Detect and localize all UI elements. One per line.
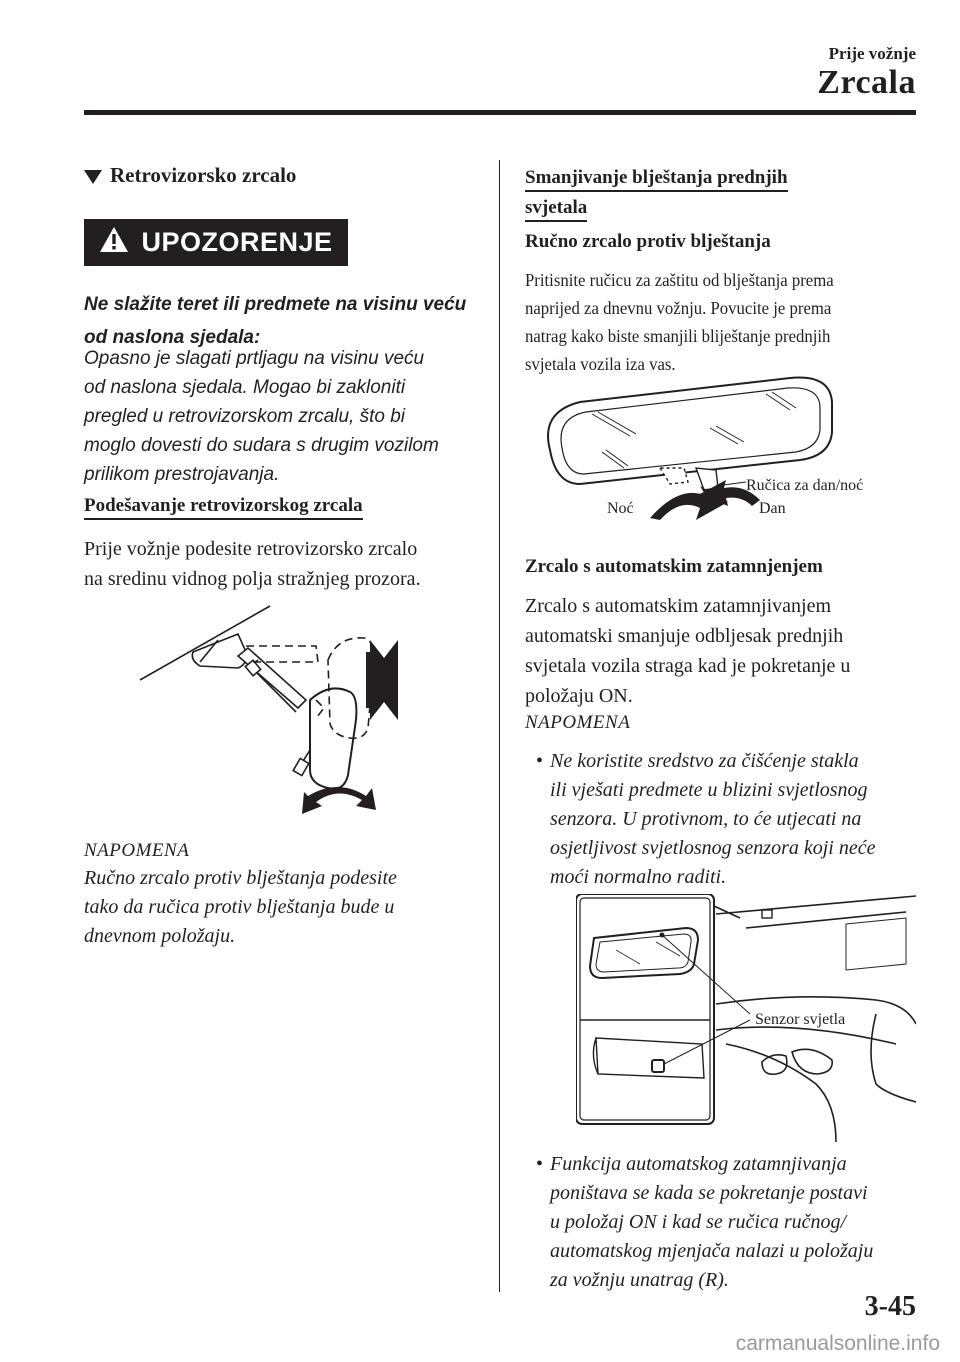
auto-dimming-body xyxy=(525,591,850,711)
bullet-line: osjetljivost svjetlosnog senzora koji neće xyxy=(550,837,876,859)
note-label-right: NAPOMENA xyxy=(525,712,631,733)
column-divider xyxy=(499,160,500,1292)
note-bullet-1 xyxy=(536,747,876,892)
manual-mirror-heading: Ručno zrcalo protiv blještanja xyxy=(525,231,771,252)
manual-mirror-body xyxy=(525,266,834,378)
section-heading-text: Retrovizorsko zrcalo xyxy=(110,163,297,187)
triangle-down-icon xyxy=(84,170,102,184)
bullet-line: u položaj ON i kad se ručica ručnog/ xyxy=(550,1211,847,1233)
warning-banner xyxy=(84,219,348,266)
sensor-label: Senzor svjetla xyxy=(755,1011,846,1028)
body-line: natrag kako biste smanjili bliještanje prednjih xyxy=(525,326,831,346)
body-line: automatski smanjuje odbljesak prednjih xyxy=(525,625,844,647)
warning-body-line: od naslona sjedala. Mogao bi zakloniti xyxy=(84,377,406,398)
bullet-line: automatskog mjenjača nalazi u položaju xyxy=(550,1240,874,1262)
note-line: Ručno zrcalo protiv blještanja podesite xyxy=(84,867,397,889)
warning-title-line: Ne slažite teret ili predmete na visinu veću xyxy=(84,294,467,315)
chapter-title: Prije vožnje xyxy=(828,44,916,63)
bullet-line: Funkcija automatskog zatamnjivanja xyxy=(550,1153,847,1175)
warning-body-line: pregled u retrovizorskom zrcalu, što bi xyxy=(84,406,406,427)
bullet-line: ili vješati predmete u blizini svjetlosnog xyxy=(550,779,868,801)
warning-body-line: moglo dovesti do sudara s drugim vozilom xyxy=(84,435,439,456)
note-line: tako da ručica protiv blještanja bude u xyxy=(84,896,395,918)
warning-icon xyxy=(99,226,129,260)
subheading-adjust-text: Podešavanje retrovizorskog zrcala xyxy=(84,495,363,520)
warning-label: UPOZORENJE xyxy=(141,227,333,257)
day-night-mirror-figure xyxy=(540,372,840,522)
auto-dimming-heading: Zrcalo s automatskim zatamnjenjem xyxy=(525,556,823,577)
body-line: naprijed za dnevnu vožnju. Povucite je prema xyxy=(525,298,832,318)
mirror-adjust-figure xyxy=(138,600,398,830)
night-label: Noć xyxy=(607,500,634,517)
subheading-glare xyxy=(525,163,788,223)
body-line: na sredinu vidnog polja stražnjeg prozora. xyxy=(84,568,421,590)
bullet-line: moći normalno raditi. xyxy=(550,866,727,888)
subheading-adjust xyxy=(84,493,363,519)
note-line: dnevnom položaju. xyxy=(84,925,236,947)
day-label: Dan xyxy=(759,500,786,517)
page-number: 3-45 xyxy=(864,1291,916,1322)
warning-body xyxy=(84,344,439,489)
watermark: carmanualsonline.info xyxy=(735,1332,940,1355)
bullet-dot: • xyxy=(536,1153,544,1175)
bullet-line: Ne koristite sredstvo za čišćenje stakla xyxy=(550,750,859,772)
warning-body-line: Opasno je slagati prtljagu na visinu veću xyxy=(84,348,425,369)
body-line: svjetala vozila iza vas. xyxy=(525,354,676,374)
subheading-glare-line: svjetala xyxy=(525,197,587,222)
light-sensor-figure xyxy=(576,894,916,1144)
warning-body-line: prilikom prestrojavanja. xyxy=(84,464,280,485)
subheading-glare-line: Smanjivanje blještanja prednjih xyxy=(525,167,788,192)
header-rule xyxy=(84,110,916,115)
note-body-left xyxy=(84,864,397,951)
note-label-left: NAPOMENA xyxy=(84,840,190,861)
lever-label: Ručica za dan/noć xyxy=(746,477,864,494)
adjust-body xyxy=(84,534,421,594)
bullet-dot: • xyxy=(536,750,544,772)
note-bullet-2 xyxy=(536,1150,874,1295)
bullet-line: senzora. U protivnom, to će utjecati na xyxy=(550,808,862,830)
body-line: Prije vožnje podesite retrovizorsko zrcalo xyxy=(84,538,418,560)
body-line: Zrcalo s automatskim zatamnjivanjem xyxy=(525,595,832,617)
body-line: Pritisnite ručicu za zaštitu od blještanja prema xyxy=(525,270,834,290)
warning-title-line: od naslona sjedala: xyxy=(84,327,261,348)
section-title: Zrcala xyxy=(817,64,916,101)
body-line: svjetala vozila straga kad je pokretanje u xyxy=(525,655,851,677)
body-line: položaju ON. xyxy=(525,685,633,707)
bullet-line: za vožnju unatrag (R). xyxy=(550,1269,729,1291)
section-heading xyxy=(84,163,296,188)
bullet-line: poništava se kada se pokretanje postavi xyxy=(550,1182,868,1204)
